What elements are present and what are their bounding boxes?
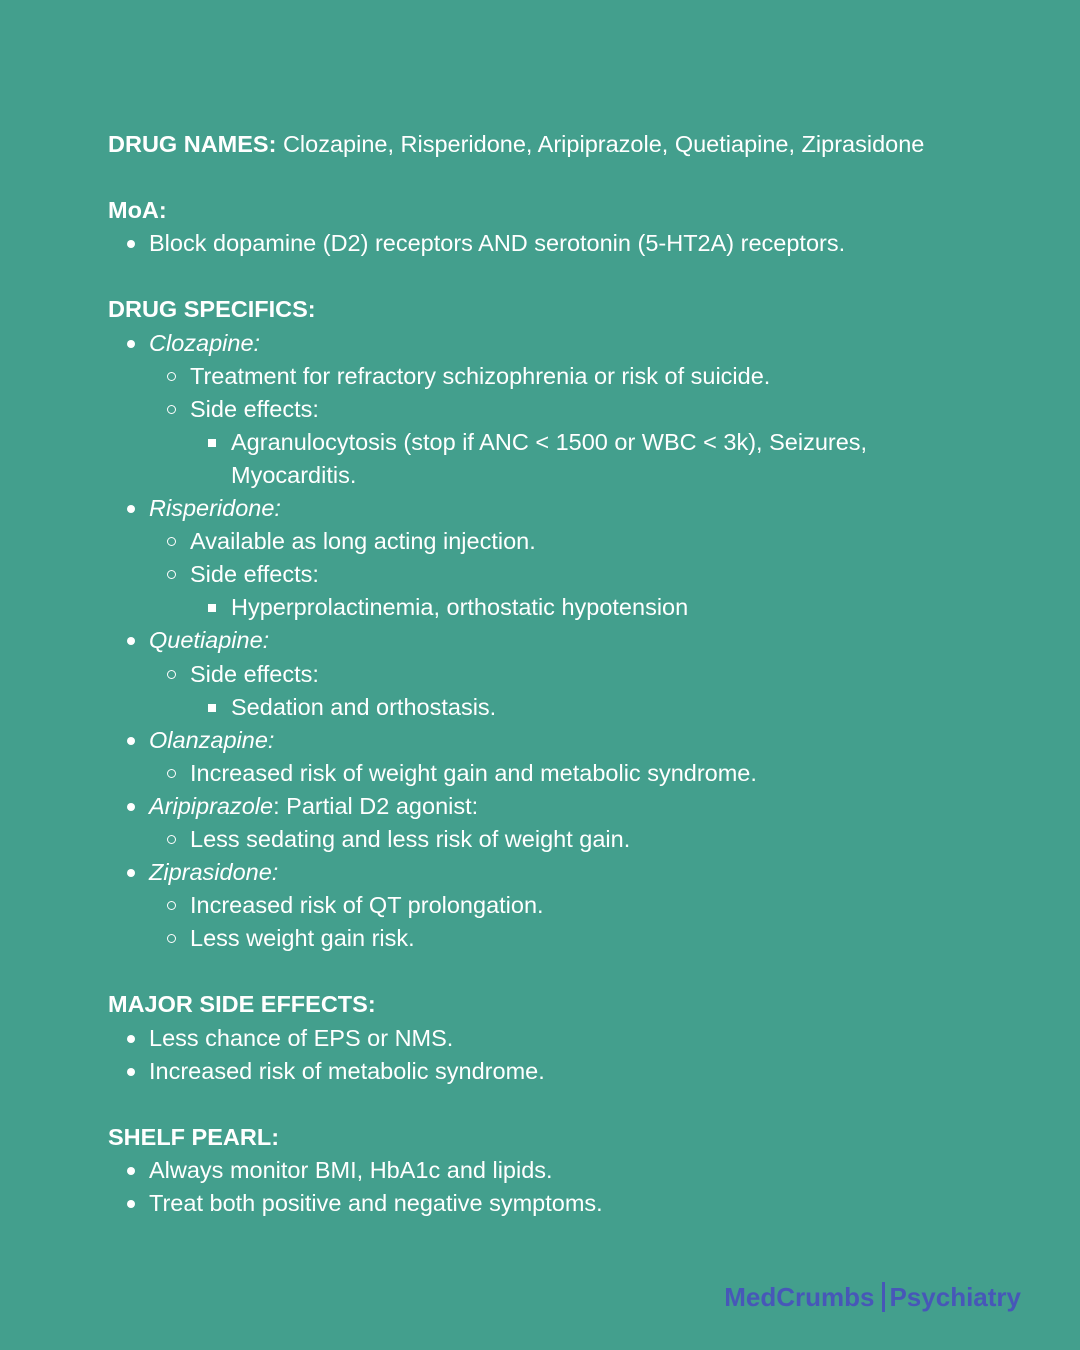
bullet-circle-icon [167, 901, 176, 910]
list-item [108, 1055, 1008, 1088]
bullet-disc-icon [127, 240, 135, 248]
drug-point: Treatment for refractory schizophrenia or risk of suicide. [190, 362, 771, 389]
list-item [108, 227, 1008, 260]
drug-item-quetiapine [108, 624, 1008, 657]
drug-point: Less weight gain risk. [190, 925, 415, 952]
drug-name: Ziprasidone: [149, 859, 279, 886]
study-card [108, 128, 1008, 1253]
drug-item-risperidone [108, 492, 1008, 525]
brand-subject: Psychiatry [889, 1282, 1021, 1312]
drug-specifics-section [108, 293, 1008, 955]
list-item-text: Increased risk of metabolic syndrome. [149, 1057, 545, 1084]
bullet-circle-icon [167, 537, 176, 546]
drug-item-aripiprazole [108, 790, 1008, 823]
drug-item-clozapine [108, 327, 1008, 360]
bullet-disc-icon [127, 803, 135, 811]
drug-name: Clozapine: [149, 329, 261, 356]
drug-item-olanzapine [108, 724, 1008, 757]
list-item [108, 823, 1008, 856]
moa-section [108, 194, 1008, 260]
side-effects-text: Sedation and orthostasis. [231, 693, 497, 720]
drug-names-label: DRUG NAMES: [108, 131, 277, 157]
moa-item-text: Block dopamine (D2) receptors AND serotonin (5-HT2A) receptors. [149, 230, 846, 257]
shelf-pearl-section [108, 1121, 1008, 1220]
drug-names-line [108, 128, 1008, 161]
list-item [108, 558, 1008, 591]
drug-name: Risperidone: [149, 495, 281, 522]
list-item [108, 691, 1008, 724]
list-item [108, 922, 1008, 955]
drug-point: Increased risk of QT prolongation. [190, 892, 544, 919]
moa-heading: MoA: [108, 197, 167, 224]
list-item [108, 525, 1008, 558]
side-effects-text: Agranulocytosis (stop if ANC < 1500 or WBC < 3k), Seizures, Myocarditis. [231, 428, 868, 488]
list-item [108, 1154, 1008, 1187]
list-item [108, 360, 1008, 393]
bullet-square-icon [208, 704, 216, 712]
drug-point: Increased risk of weight gain and metabolic syndrome. [190, 759, 757, 786]
bullet-square-icon [208, 439, 216, 447]
list-item [108, 1022, 1008, 1055]
drug-point: Side effects: [190, 395, 319, 422]
drug-point: Less sedating and less risk of weight gain. [190, 825, 631, 852]
bullet-circle-icon [167, 570, 176, 579]
bullet-disc-icon [127, 1200, 135, 1208]
list-item [108, 1187, 1008, 1220]
list-item-text: Treat both positive and negative symptoms. [149, 1190, 603, 1216]
bullet-disc-icon [127, 340, 135, 348]
bullet-circle-icon [167, 769, 176, 778]
list-item [108, 426, 1008, 492]
divider [882, 1282, 885, 1312]
drug-name: Quetiapine: [149, 627, 270, 654]
list-item [108, 889, 1008, 922]
list-item [108, 757, 1008, 790]
drug-point: Available as long acting injection. [190, 528, 536, 555]
bullet-disc-icon [127, 1068, 135, 1076]
bullet-circle-icon [167, 372, 176, 381]
bullet-circle-icon [167, 835, 176, 844]
drug-name-suffix: : Partial D2 agonist: [273, 792, 479, 819]
moa-list [108, 227, 1008, 260]
list-item [108, 393, 1008, 426]
brand-name: MedCrumbs [724, 1282, 875, 1312]
bullet-disc-icon [127, 737, 135, 745]
list-item [108, 658, 1008, 691]
drug-name: Aripiprazole [149, 792, 274, 819]
shelf-pearl-heading: SHELF PEARL: [108, 1123, 280, 1150]
major-side-effects-section [108, 988, 1008, 1087]
drug-point: Side effects: [190, 660, 319, 687]
list-item-text: Always monitor BMI, HbA1c and lipids. [149, 1156, 553, 1183]
bullet-circle-icon [167, 670, 176, 679]
bullet-disc-icon [127, 1035, 135, 1043]
drug-names-section [108, 128, 1008, 161]
major-side-effects-list [108, 1022, 1008, 1088]
list-item-text: Less chance of EPS or NMS. [149, 1024, 454, 1051]
bullet-circle-icon [167, 405, 176, 414]
drug-name: Olanzapine: [149, 726, 275, 753]
bullet-circle-icon [167, 934, 176, 943]
side-effects-text: Hyperprolactinemia, orthostatic hypotension [231, 594, 689, 621]
bullet-disc-icon [127, 1167, 135, 1175]
list-item [108, 591, 1008, 624]
drug-specifics-list [108, 327, 1008, 956]
bullet-disc-icon [127, 869, 135, 877]
brand-footer [724, 1282, 1021, 1313]
drug-specifics-heading: DRUG SPECIFICS: [108, 296, 316, 323]
bullet-disc-icon [127, 505, 135, 513]
bullet-square-icon [208, 604, 216, 612]
drug-item-ziprasidone [108, 856, 1008, 889]
shelf-pearl-list [108, 1154, 1008, 1220]
bullet-disc-icon [127, 637, 135, 645]
drug-point: Side effects: [190, 561, 319, 588]
major-side-effects-heading: MAJOR SIDE EFFECTS: [108, 991, 376, 1018]
drug-names-value: Clozapine, Risperidone, Aripiprazole, Quetiapine, Ziprasidone [276, 131, 925, 157]
